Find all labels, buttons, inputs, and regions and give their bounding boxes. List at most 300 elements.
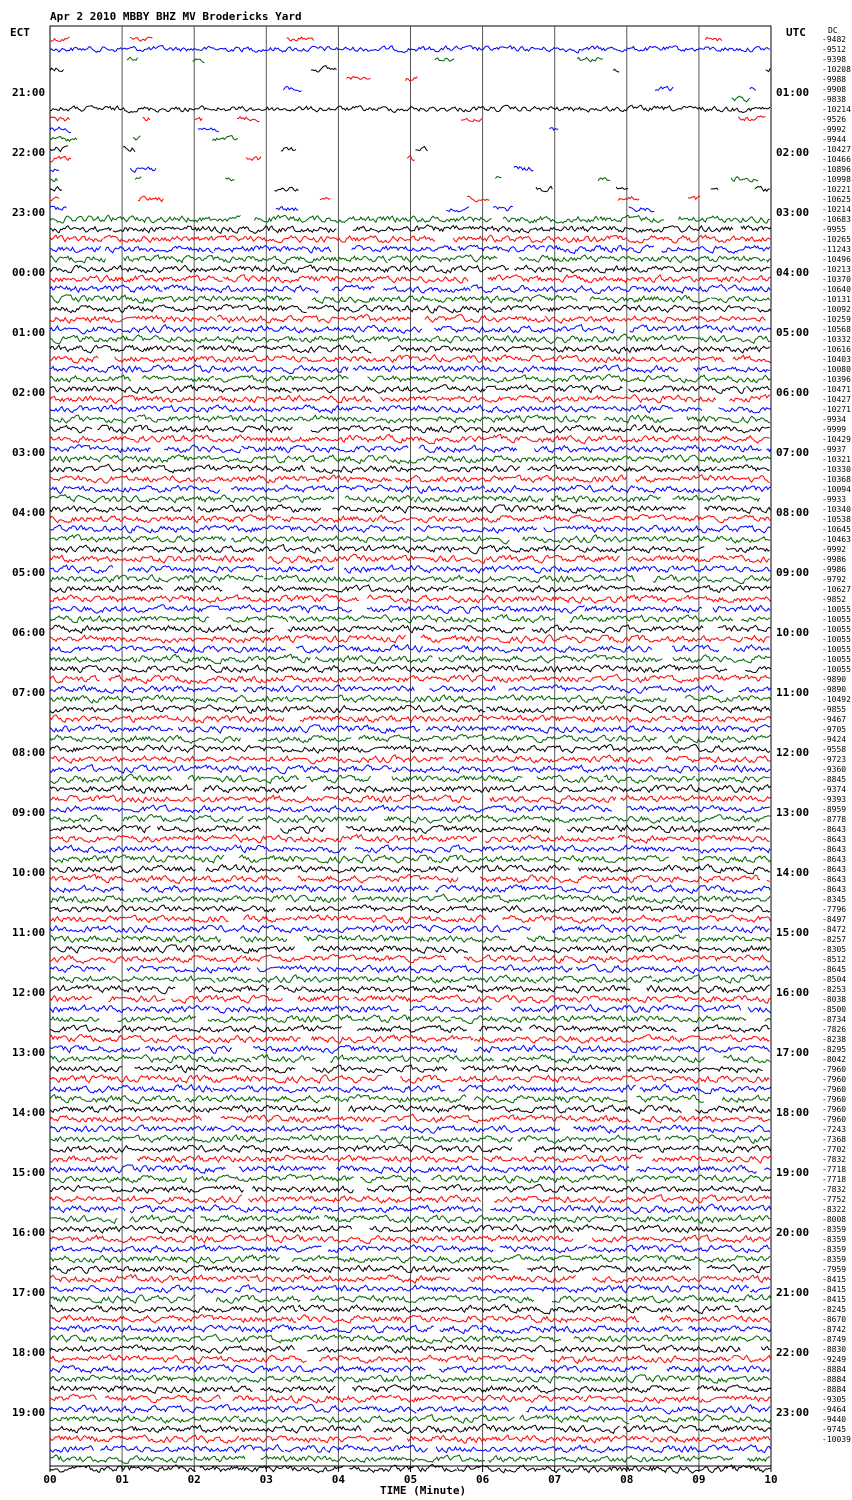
left-hour-label: 03:00 [12,446,46,459]
dc-offset-label: -10538 [822,515,851,524]
trace-segment [531,595,683,603]
trace-segment [585,674,770,683]
trace-segment [298,1305,472,1312]
trace-segment [235,1285,372,1292]
trace-segment [50,405,260,413]
trace-segment [338,1336,562,1344]
trace-segment [409,1006,492,1012]
trace-segment [705,37,722,40]
trace-segment [50,1075,116,1083]
dc-offset-label: -7960 [822,1115,847,1124]
trace-segment [226,178,235,181]
trace-segment [123,147,135,152]
trace-segment [585,606,702,612]
trace-segment [479,1026,523,1032]
trace-segment [613,69,619,72]
dc-offset-label: -9360 [822,765,847,774]
trace-segment [260,1386,335,1393]
trace-segment [567,1105,681,1114]
trace-segment [286,905,445,913]
trace-segment [50,435,302,442]
trace-segment [746,386,770,391]
trace-segment [50,774,172,784]
trace-segment [392,776,523,782]
trace-segment [506,965,572,972]
left-hour-label: 15:00 [12,1166,46,1179]
trace-segment [663,864,755,874]
trace-segment [97,425,292,433]
trace-segment [619,785,771,793]
trace-segment [767,881,770,882]
trace-segment [431,1175,635,1183]
trace-segment [381,1114,630,1123]
trace-segment [662,246,770,254]
trace-segment [131,486,220,494]
trace-segment [208,1404,416,1413]
dc-offset-label: -9512 [822,45,847,54]
dc-offset-label: -10427 [822,145,851,154]
trace-segment [580,1366,648,1372]
trace-segment [253,1045,457,1053]
trace-segment [333,506,392,512]
dc-offset-label: -8778 [822,815,847,824]
trace-segment [429,865,570,872]
trace-segment [604,415,673,423]
right-hour-label: 23:00 [776,1406,810,1419]
trace-segment [484,1155,643,1162]
trace-segment [705,506,771,513]
trace-segment [765,1019,771,1022]
trace-segment [311,466,380,473]
trace-segment [423,715,671,722]
trace-segment [50,725,173,732]
trace-segment [296,645,349,653]
trace-segment [411,805,612,812]
dc-offset-label: -8643 [822,825,847,834]
trace-segment [275,187,299,191]
trace-segment [285,1446,326,1453]
trace-segment [313,946,468,953]
trace-segment [440,1315,578,1322]
trace-segment [485,485,635,492]
dc-offset-label: -10055 [822,645,851,654]
trace-segment [197,345,371,353]
trace-segment [443,1105,566,1113]
trace-segment [50,486,131,493]
trace-segment [50,1066,122,1072]
trace-segment [360,1205,482,1212]
trace-segment [761,1347,770,1350]
dc-offset-label: -8359 [822,1235,847,1244]
trace-segment [414,526,537,534]
trace-segment [518,1135,661,1143]
dc-offset-label: -8643 [822,855,847,864]
right-hour-label: 15:00 [776,926,810,939]
trace-segment [50,874,197,883]
trace-segment [437,536,509,544]
trace-segment [311,66,337,72]
trace-segment [200,1466,344,1473]
dc-offset-label: -10396 [822,375,851,384]
trace-segment [551,1356,731,1364]
right-hour-label: 12:00 [776,746,810,759]
trace-segment [50,905,182,912]
right-hour-label: 07:00 [776,446,810,459]
trace-segment [588,1245,770,1253]
trace-segment [153,795,391,803]
trace-segment [50,925,310,932]
trace-segment [673,495,760,501]
trace-segment [231,536,436,543]
trace-segment [480,875,702,883]
trace-segment [50,37,70,41]
trace-segment [292,606,352,613]
trace-segment [492,355,725,363]
trace-segment [357,1026,467,1033]
trace-segment [50,1266,164,1273]
trace-segment [212,136,238,141]
trace-segment [250,765,393,774]
trace-segment [722,476,770,483]
trace-segment [223,275,397,283]
dc-offset-label: -8500 [822,1005,847,1014]
dc-offset-label: -10340 [822,505,851,514]
trace-segment [741,226,771,231]
trace-segment [582,1204,771,1214]
trace-segment [50,1046,140,1053]
trace-segment [381,397,440,402]
trace-segment [766,259,771,262]
trace-segment [130,167,156,172]
trace-segment [50,805,266,813]
trace-segment [352,1375,573,1383]
trace-segment [280,826,325,833]
trace-segment [610,1195,771,1204]
trace-segment [567,825,755,832]
trace-segment [467,985,631,993]
trace-segment [653,1156,772,1163]
trace-segment [50,1405,208,1413]
x-tick-label: 06 [475,1473,490,1486]
trace-segment [696,936,771,941]
trace-segment [50,756,211,763]
trace-segment [568,1165,630,1172]
dc-offset-label: -10271 [822,405,851,414]
dc-offset-label: -10094 [822,485,851,494]
trace-segment [281,147,296,151]
trace-segment [440,396,579,403]
left-header: ECT [10,26,30,39]
trace-segment [663,1046,770,1053]
trace-segment [50,1355,307,1364]
trace-segment [641,1116,770,1123]
trace-segment [194,1456,245,1462]
trace-segment [527,1266,691,1273]
trace-segment [575,1096,628,1102]
trace-segment [388,255,498,263]
left-hour-label: 16:00 [12,1226,46,1239]
dc-offset-label: -9723 [822,755,847,764]
trace-segment [700,996,771,1004]
trace-segment [215,375,349,382]
trace-segment [50,1375,227,1382]
trace-segment [50,1226,245,1234]
trace-segment [195,118,203,121]
trace-segment [50,676,100,683]
trace-segment [130,1215,193,1223]
trace-segment [577,58,603,62]
trace-segment [557,1285,749,1293]
chart-title: Apr 2 2010 MBBY BHZ MV Brodericks Yard [50,10,302,23]
trace-segment [488,275,734,283]
trace-segment [750,1286,770,1292]
trace-segment [417,1406,509,1412]
trace-segment [261,405,485,413]
trace-segment [718,625,771,631]
trace-segment [731,177,758,182]
trace-segment [296,525,404,532]
dc-offset-label: -8497 [822,915,847,924]
left-hour-label: 02:00 [12,386,46,399]
dc-offset-label: -9464 [822,1405,847,1414]
trace-segment [135,177,141,180]
dc-offset-label: -7832 [822,1155,847,1164]
trace-segment [688,1326,771,1332]
trace-segment [604,775,696,783]
dc-offset-label: -9393 [822,795,847,804]
trace-segment [50,1345,295,1353]
dc-offset-label: -9852 [822,595,847,604]
dc-offset-label: -10221 [822,185,851,194]
trace-segment [157,826,261,832]
trace-segment [254,215,491,222]
trace-segment [312,296,434,303]
trace-segment [240,937,286,942]
trace-segment [349,1105,444,1112]
trace-segment [142,376,214,382]
trace-segment [666,756,771,763]
trace-segment [640,1084,771,1094]
trace-segment [550,895,771,903]
dc-offset-label: -8253 [822,985,847,994]
trace-segment [50,1055,251,1063]
trace-segment [50,265,238,273]
trace-segment [433,745,480,752]
trace-segment [243,585,449,593]
trace-segment [650,1436,770,1442]
trace-segment [94,335,298,343]
trace-segment [133,136,141,140]
trace-segment [308,305,401,312]
trace-segment [50,795,152,803]
trace-segment [465,577,517,583]
right-hour-label: 20:00 [776,1226,810,1239]
dc-offset-label: -8472 [822,925,847,934]
trace-segment [597,1386,690,1393]
trace-segment [164,445,241,453]
trace-segment [579,1317,639,1323]
trace-segment [636,486,771,493]
dc-offset-label: -11243 [822,245,851,254]
trace-segment [472,434,706,443]
trace-segment [677,346,770,353]
trace-segment [50,1295,196,1303]
trace-segment [706,906,771,913]
trace-segment [391,346,492,353]
trace-segment [330,1055,494,1062]
x-tick-label: 09 [692,1473,706,1486]
trace-segment [50,657,137,662]
right-header: UTC [786,26,806,39]
trace-segment [50,915,229,922]
trace-segment [135,1065,296,1073]
trace-segment [145,1046,186,1051]
trace-segment [130,1205,360,1213]
trace-segment [165,1265,353,1273]
trace-segment [729,395,770,402]
trace-segment [50,1165,226,1174]
trace-segment [323,786,430,793]
trace-segment [124,255,345,264]
right-hour-label: 05:00 [776,326,810,339]
trace-segment [434,296,506,303]
left-hour-label: 06:00 [12,626,46,639]
trace-segment [451,1016,625,1024]
dc-offset-label: -10496 [822,255,851,264]
trace-segment [667,1366,766,1372]
trace-segment [50,605,292,614]
trace-segment [374,1445,428,1452]
trace-segment [370,1225,574,1233]
dc-offset-label: -9855 [822,705,847,714]
dc-offset-label: -10055 [822,605,851,614]
dc-offset-label: -8322 [822,1205,847,1214]
dc-offset-label: -9933 [822,495,847,504]
trace-segment [489,1455,733,1462]
trace-segment [491,816,605,823]
trace-segment [50,735,241,743]
trace-segment [636,1165,756,1173]
dc-offset-label: -8415 [822,1295,847,1304]
trace-segment [50,1085,142,1093]
right-hour-label: 03:00 [776,206,810,219]
trace-segment [295,1415,514,1424]
trace-segment [282,516,377,522]
dc-offset-label: -8245 [822,1305,847,1314]
trace-segment [347,677,409,683]
trace-segment [123,815,243,823]
trace-segment [50,575,263,583]
trace-segment [675,1035,770,1042]
trace-segment [50,1017,100,1022]
trace-segment [216,975,473,983]
trace-segment [534,1145,692,1153]
trace-segment [671,566,770,572]
trace-segment [292,455,387,464]
dc-offset-label: -8257 [822,935,847,944]
x-tick-label: 08 [620,1473,634,1486]
trace-segment [237,1155,479,1162]
trace-segment [50,325,232,334]
trace-segment [302,1226,352,1232]
trace-segment [687,416,740,422]
dc-offset-label: -8643 [822,835,847,844]
trace-segment [500,1245,587,1253]
trace-segment [50,275,223,282]
trace-segment [580,226,733,233]
trace-segment [50,1186,244,1194]
trace-segment [50,565,113,573]
dc-offset-label: -8830 [822,1345,847,1354]
trace-segment [50,1235,203,1243]
trace-segment [197,595,359,603]
trace-segment [629,207,655,212]
right-hour-label: 04:00 [776,266,810,279]
trace-segment [627,445,762,452]
trace-segment [549,566,608,572]
trace-segment [436,1445,597,1452]
trace-segment [315,656,392,664]
trace-segment [240,1075,383,1083]
trace-segment [750,88,756,91]
dc-offset-label: -10427 [822,395,851,404]
trace-segment [703,875,760,882]
trace-segment [306,1186,354,1193]
trace-segment [224,1246,322,1252]
trace-segment [519,255,765,263]
trace-segment [105,246,213,253]
x-axis-label: TIME (Minute) [380,1484,467,1497]
dc-offset-label: -8359 [822,1245,847,1254]
trace-segment [552,925,710,933]
trace-segment [311,426,569,433]
trace-segment [50,304,307,312]
trace-segment [689,426,770,433]
trace-segment [424,646,652,653]
trace-segment [732,1355,771,1362]
trace-segment [735,1306,771,1312]
trace-segment [755,867,770,872]
dc-offset-label: -9986 [822,565,847,574]
trace-segment [616,736,657,742]
trace-segment [486,405,702,413]
trace-segment [405,77,417,81]
trace-segment [707,1265,770,1273]
dc-offset-label: -9424 [822,735,847,744]
dc-offset-label: -10683 [822,215,851,224]
trace-segment [248,815,367,822]
trace-segment [226,616,288,623]
trace-segment [409,894,549,903]
trace-segment [221,1115,382,1122]
dc-offset-label: -8643 [822,845,847,854]
trace-segment [286,1376,352,1381]
trace-segment [493,336,583,344]
trace-segment [514,265,579,272]
trace-segment [100,1334,337,1343]
trace-segment [468,1275,576,1282]
trace-segment [336,1166,567,1173]
dc-offset-label: -8884 [822,1365,847,1374]
dc-offset-label: -10568 [822,325,851,334]
dc-offset-label: -8345 [822,895,847,904]
dc-offset-label: -10131 [822,295,851,304]
dc-offset-label: -8512 [822,955,847,964]
dc-offset-label: -8415 [822,1285,847,1294]
dc-offset-label: -7752 [822,1195,847,1204]
dc-offset-label: -10208 [822,65,851,74]
trace-segment [711,188,719,190]
